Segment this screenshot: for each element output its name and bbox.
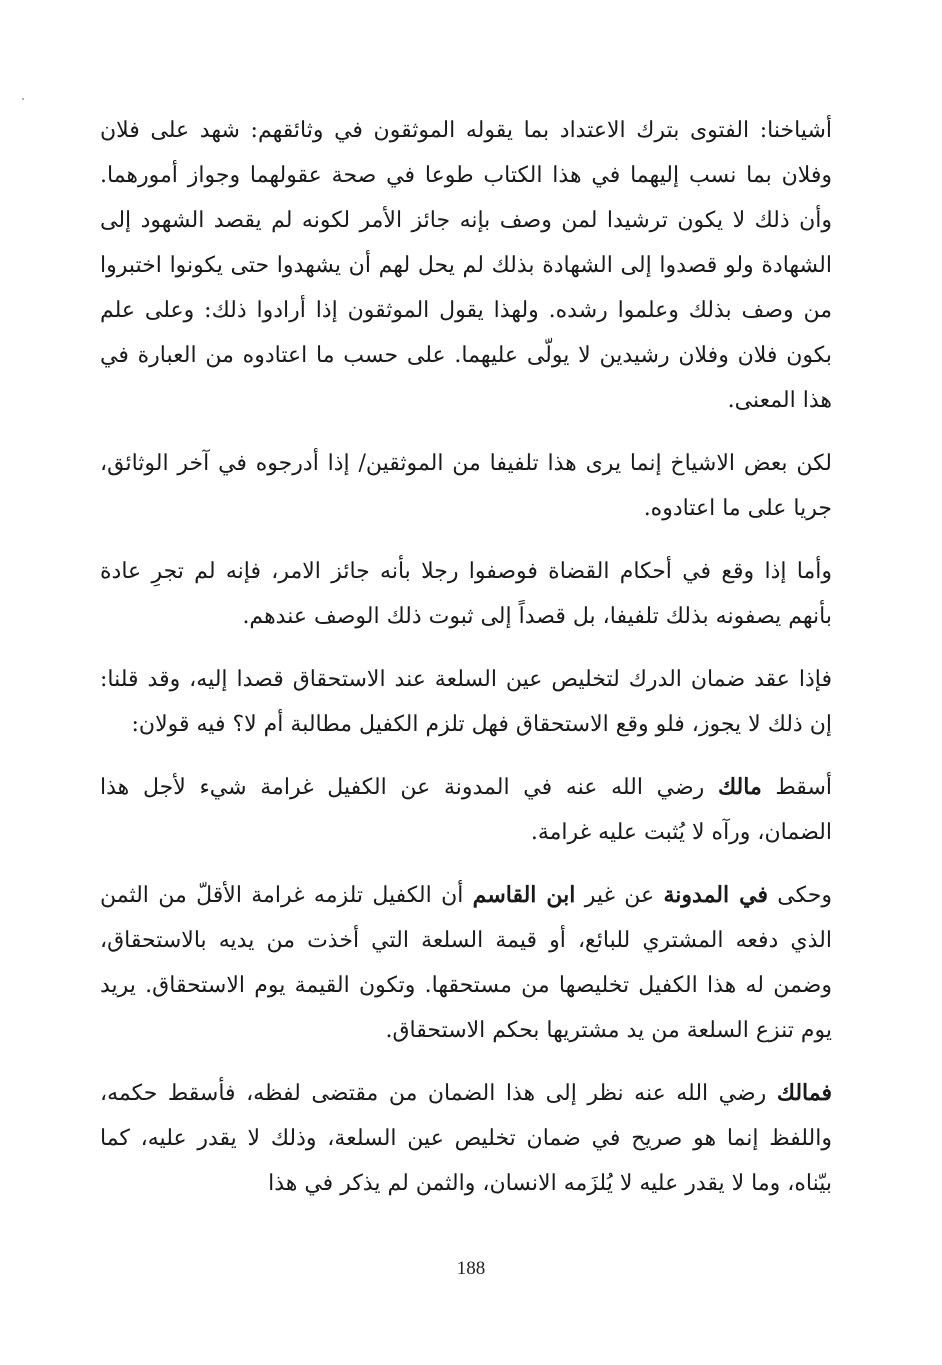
scan-speck [22,98,24,100]
text-run: رضي الله عنه نظر إلى هذا الضمان من مقتضى لفظه، فأسقط حكمه، واللفظ إنما هو صريح في ضمان تخليص عين السلعة، وذلك لا يقدر عليه، كما بيّناه، وما لا يقدر عليه لا يُلزَمه الانسان، والثمن لم يذكر في هذا [100,1081,832,1196]
text-run: رضي الله عنه في المدونة عن الكفيل غرامة شيء لأجل هذا الضمان، ورآه لا يُثبت عليه غرامة. [100,775,832,845]
body-text [100,108,832,1224]
paragraph-1 [100,108,832,423]
bold-name-malik: مالك [718,774,762,800]
bold-source-mudawwana: في المدونة [663,882,768,908]
text-run: وأما إذا وقع في أحكام القضاة فوصفوا رجلا بأنه جائز الامر، فإنه لم تجرِ عادة بأنهم يصفونه بذلك تلفيفا، بل قصداً إلى ثبوت ذلك الوصف عندهم. [100,559,832,629]
paragraph-6 [100,873,832,1053]
page-number: 188 [456,1258,486,1279]
text-run: أن الكفيل تلزمه غرامة الأقلّ من الثمن الذي دفعه المشتري للبائع، أو قيمة السلعة التي أخذت من يديه بالاستحقاق، وضمن له هذا الكفيل تخليصها من مستحقها. وتكون القيمة يوم الاستحقاق. يريد يوم تنزع السلعة من يد مشتريها بحكم الاستحقاق. [100,883,832,1043]
text-run: وحكى [767,883,832,908]
text-run: فإذا عقد ضمان الدرك لتخليص عين السلعة عند الاستحقاق قصدا إليه، وقد قلنا: إن ذلك لا يجوز، فلو وقع الاستحقاق فهل تلزم الكفيل مطالبة أم لا؟ فيه قولان: [100,667,832,737]
paragraph-5 [100,765,832,855]
text-run: لكن بعض الاشياخ إنما يرى هذا تلفيفا من الموثقين/ إذا أدرجوه في آخر الوثائق، جريا على ما اعتادوه. [100,451,832,521]
bold-name-ibn-al-qasim: ابن القاسم [472,882,576,908]
paragraph-3 [100,549,832,639]
text-run: أسقط [761,775,832,800]
text-run: عن غير [575,883,664,908]
paragraph-4 [100,657,832,747]
paragraph-7 [100,1071,832,1206]
text-run: أشياخنا: الفتوى بترك الاعتداد بما يقوله الموثقون في وثائقهم: شهد على فلان وفلان بما نسب إليهما في هذا الكتاب طوعا في صحة عقولهما وجواز أمورهما. وأن ذلك لا يكون ترشيدا لمن وصف بإنه جائز الأمر لكونه لم يقصد الشهود إلى الشهادة ولو قصدوا إلى الشهادة بذلك لم يحل لهم أن يشهدوا حتى يكونوا اختبروا من وصف بذلك وعلموا رشده. ولهذا يقول الموثقون إذا أرادوا ذلك: وعلى علم بكون فلان وفلان رشيدين لا يولّى عليهما. على حسب ما اعتادوه من العبارة في هذا المعنى. [100,118,832,413]
bold-name-malik: فمالك [776,1080,832,1106]
paragraph-2 [100,441,832,531]
